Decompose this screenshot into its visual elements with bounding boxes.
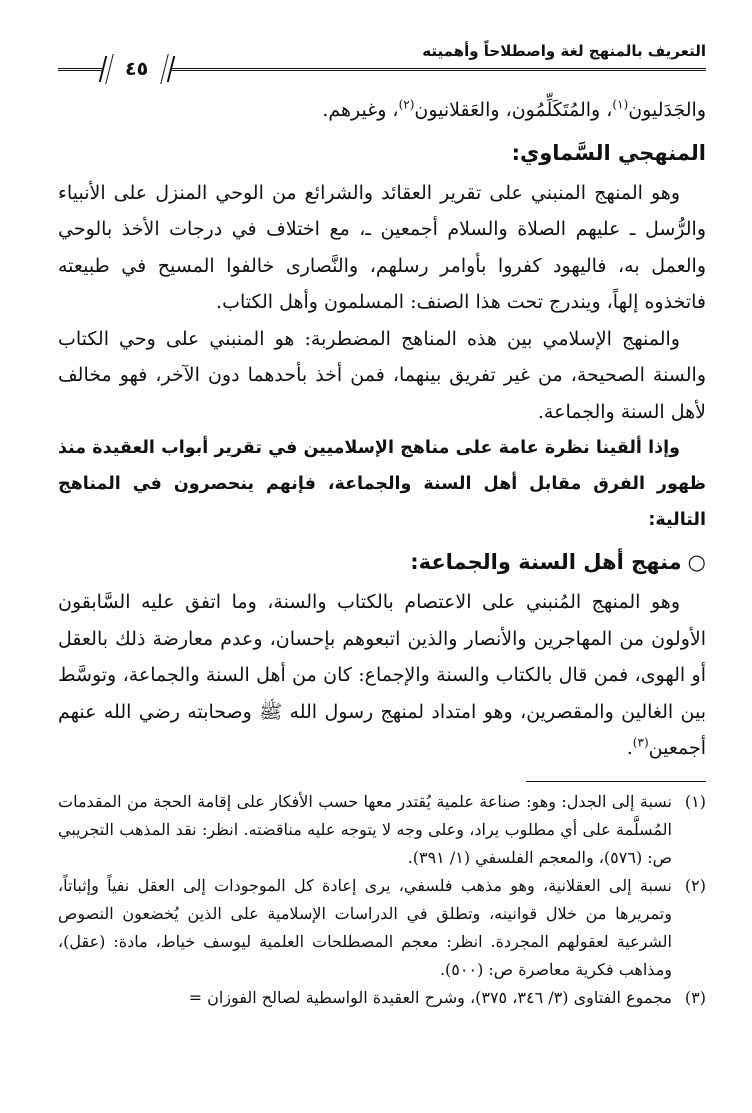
footnote-2 — [58, 872, 706, 984]
book-page — [58, 40, 706, 1100]
paragraph-islamic-method: والمنهج الإسلامي بين هذه المناهج المضطربة: هو المنبني على وحي الكتاب والسنة الصحيحة، من غير تفريق بينهما، فمن أخذ بأحدهما دون الآخر، فهو مخالف لأهل السنة والجماعة. — [58, 327, 706, 423]
footnote-text: مجموع الفتاوى (٣/ ٣٤٦، ٣٧٥)، وشرح العقيدة الواسطية لصالح الفوزان = — [188, 987, 672, 1007]
text-segment: ، وغيرهم. — [322, 99, 399, 121]
paragraph-heavenly-method: وهو المنهج المنبني على تقرير العقائد والشرائع من الوحي المنزل على الأنبياء والرُّسل ـ عليهم الصلاة والسلام أجمعين ـ، مع اختلاف في درجات الأخذ بالوحي والعمل به، فاليهود كفروا بأوامر رسلهم، والنَّصارى خالفوا المسيح في طبيعته فاتخذوه إلهاً، ويندرج تحت هذا الصنف: المسلمون وأهل الكتاب. — [58, 181, 706, 313]
heading-text: منهج أهل السنة والجماعة: — [410, 550, 682, 574]
section-heading-heavenly: المنهجي السَّماوي: — [511, 140, 706, 165]
footnote-number: (١) — [684, 791, 706, 811]
footnote-ref-1: (١) — [612, 97, 629, 112]
footnote-number: (٢) — [684, 875, 706, 895]
page-header — [58, 40, 706, 92]
footnote-ref-2: (٢) — [398, 97, 415, 112]
footnote-separator — [526, 781, 706, 782]
bullet-circle-icon: ○ — [687, 550, 706, 574]
text-segment: ، والمُتَكَلِّمُون، والعَقلانيون — [414, 99, 613, 121]
section-heading-ahl-sunnah — [58, 542, 706, 582]
continuation-line — [58, 92, 706, 129]
paragraph-ahl-sunnah — [58, 584, 706, 767]
footnote-3 — [58, 984, 706, 1012]
footnote-1 — [58, 788, 706, 872]
page-number: ٤٥ — [125, 58, 149, 80]
footnote-number: (٣) — [684, 987, 706, 1007]
text-segment: والجَدَليون — [628, 99, 706, 121]
main-text — [58, 92, 706, 767]
text-segment: وهو المنهج المُنبني على الاعتصام بالكتاب والسنة، وما اتفق عليه السَّابقون الأولون من المهاجرين والأنصار والذين اتبعوهم بإحسان، وعدم معارضة ذلك بالعقل أو الهوى، فمن قال بالكتاب والسنة والإجماع: كان من أهل السنة والجماعة، وتوسَّط بين الغالين والمقصرين، وهو امتداد لمنهج رسول الله ﷺ وصحابته رضي الله عنهم أجمعين — [58, 591, 706, 759]
page-number-frame — [99, 56, 175, 82]
paragraph-overview: وإذا ألقينا نظرة عامة على مناهج الإسلاميين في تقرير أبواب العقيدة منذ ظهور الفرق مقابل أهل السنة والجماعة، فإنهم ينحصرون في المناهج التالية: — [58, 438, 706, 530]
footnote-ref-3: (٣) — [632, 735, 649, 750]
text-segment: . — [626, 737, 633, 759]
running-title: التعريف بالمنهج لغة واصطلاحاً وأهميته — [422, 42, 706, 60]
footnote-text: نسبة إلى العقلانية، وهو مذهب فلسفي، يرى إعادة كل الموجودات إلى العقل نفياً وإثباتاً، وتمريرها من خلال قوانينه، وتطلق في الدراسات الإسلامية على الذين يُخضعون النصوص الشرعية لعقولهم المجردة. انظر: معجم المصطلحات العلمية ليوسف خياط، مادة: (عقل)، ومذاهب فكرية معاصرة ص: (٥٠٠). — [58, 875, 673, 979]
footnote-text: نسبة إلى الجدل: وهو: صناعة علمية يُقتدر معها حسب الأفكار على إقامة الحجة من المقدمات المُسلَّمة على أي مطلوب يراد، وعلى وجه لا يتوجه عليه مناقضته. انظر: نقد المذهب التجريبي ص: (٥٧٦)، والمعجم الفلسفي (١/ ٣٩١). — [58, 791, 672, 867]
footnotes — [58, 788, 706, 1012]
